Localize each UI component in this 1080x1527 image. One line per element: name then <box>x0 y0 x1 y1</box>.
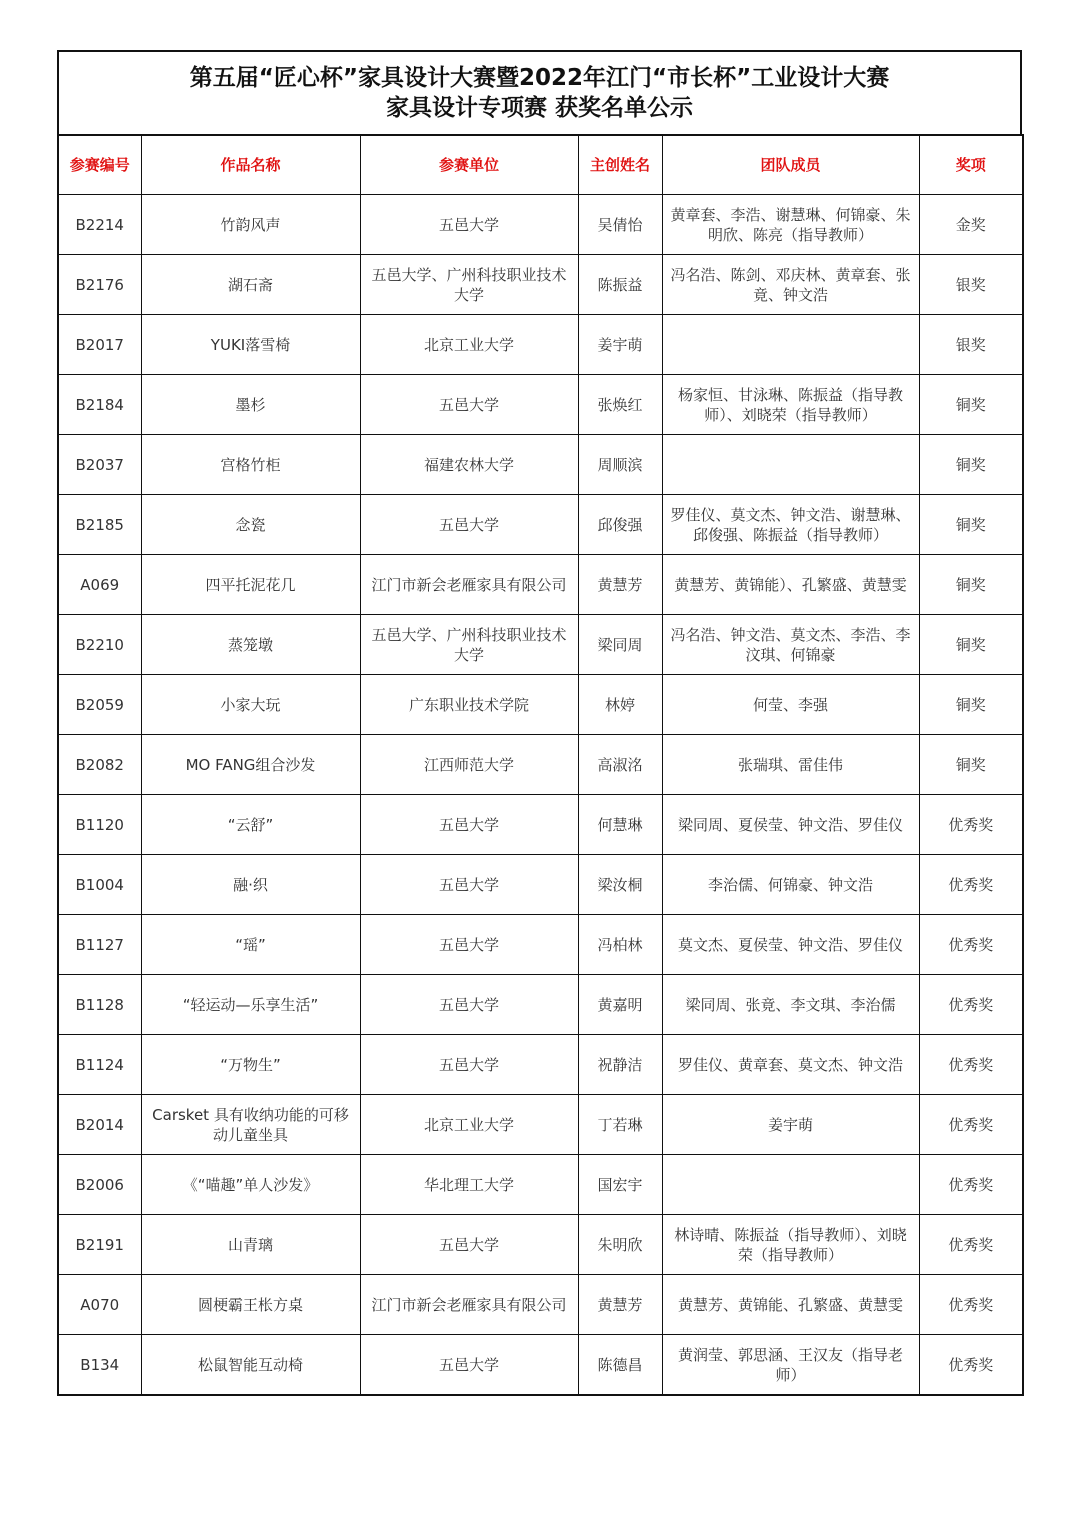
cell-unit: 五邑大学 <box>360 1215 578 1275</box>
cell-work: 四平托泥花几 <box>141 555 360 615</box>
cell-work: “云舒” <box>141 795 360 855</box>
table-row <box>58 375 1023 435</box>
cell-id: B2006 <box>58 1155 141 1215</box>
cell-id: B1004 <box>58 855 141 915</box>
cell-team: 冯名浩、钟文浩、莫文杰、李浩、李汶琪、何锦豪 <box>662 615 919 675</box>
cell-lead: 林婷 <box>578 675 662 735</box>
table-row <box>58 495 1023 555</box>
header-unit: 参赛单位 <box>360 135 578 195</box>
cell-team: 杨家恒、甘泳琳、陈振益（指导教师）、刘晓荣（指导教师） <box>662 375 919 435</box>
table-row <box>58 435 1023 495</box>
cell-award: 铜奖 <box>919 675 1023 735</box>
cell-award: 铜奖 <box>919 735 1023 795</box>
cell-lead: 国宏宇 <box>578 1155 662 1215</box>
table-row <box>58 975 1023 1035</box>
cell-id: B134 <box>58 1335 141 1396</box>
cell-id: B2037 <box>58 435 141 495</box>
cell-lead: 陈振益 <box>578 255 662 315</box>
cell-team: 林诗晴、陈振益（指导教师）、刘晓荣（指导教师） <box>662 1215 919 1275</box>
cell-unit: 五邑大学 <box>360 855 578 915</box>
cell-award: 铜奖 <box>919 555 1023 615</box>
cell-work: 竹韵风声 <box>141 195 360 255</box>
cell-id: B1120 <box>58 795 141 855</box>
cell-team: 黄慧芳、黄锦能、孔繁盛、黄慧雯 <box>662 1275 919 1335</box>
cell-award: 优秀奖 <box>919 1215 1023 1275</box>
table-row <box>58 1035 1023 1095</box>
table-row <box>58 855 1023 915</box>
table-row <box>58 195 1023 255</box>
cell-work: 小家大玩 <box>141 675 360 735</box>
cell-id: B2210 <box>58 615 141 675</box>
cell-id: B2214 <box>58 195 141 255</box>
cell-lead: 姜宇萌 <box>578 315 662 375</box>
cell-award: 优秀奖 <box>919 1335 1023 1396</box>
table-row <box>58 735 1023 795</box>
cell-lead: 陈德昌 <box>578 1335 662 1396</box>
award-list-sheet <box>57 50 1022 1396</box>
cell-unit: 五邑大学、广州科技职业技术大学 <box>360 255 578 315</box>
cell-lead: 周顺滨 <box>578 435 662 495</box>
cell-unit: 五邑大学 <box>360 795 578 855</box>
cell-lead: 吴倩怡 <box>578 195 662 255</box>
cell-unit: 华北理工大学 <box>360 1155 578 1215</box>
table-row <box>58 1335 1023 1396</box>
table-row <box>58 1095 1023 1155</box>
cell-id: B2082 <box>58 735 141 795</box>
cell-id: B1127 <box>58 915 141 975</box>
cell-work: “万物生” <box>141 1035 360 1095</box>
header-award: 奖项 <box>919 135 1023 195</box>
cell-unit: 五邑大学 <box>360 195 578 255</box>
cell-work: 蒸笼墩 <box>141 615 360 675</box>
table-row <box>58 1155 1023 1215</box>
cell-unit: 五邑大学 <box>360 495 578 555</box>
cell-work: 松鼠智能互动椅 <box>141 1335 360 1396</box>
cell-team: 莫文杰、夏侯莹、钟文浩、罗佳仪 <box>662 915 919 975</box>
cell-lead: 高淑洺 <box>578 735 662 795</box>
cell-team: 姜宇萌 <box>662 1095 919 1155</box>
cell-id: B2017 <box>58 315 141 375</box>
cell-work: Carsket 具有收纳功能的可移动儿童坐具 <box>141 1095 360 1155</box>
header-work: 作品名称 <box>141 135 360 195</box>
title-box <box>57 50 1022 134</box>
cell-lead: 丁若琳 <box>578 1095 662 1155</box>
cell-work: “瑶” <box>141 915 360 975</box>
cell-work: 《“喵趣”单人沙发》 <box>141 1155 360 1215</box>
cell-work: 宫格竹柜 <box>141 435 360 495</box>
cell-work: 融·织 <box>141 855 360 915</box>
cell-work: YUKI落雪椅 <box>141 315 360 375</box>
cell-unit: 五邑大学 <box>360 1035 578 1095</box>
cell-award: 铜奖 <box>919 495 1023 555</box>
cell-work: 墨杉 <box>141 375 360 435</box>
table-row <box>58 315 1023 375</box>
cell-team: 罗佳仪、黄章套、莫文杰、钟文浩 <box>662 1035 919 1095</box>
cell-team: 何莹、李强 <box>662 675 919 735</box>
cell-id: B1124 <box>58 1035 141 1095</box>
cell-unit: 江门市新会老雁家具有限公司 <box>360 555 578 615</box>
table-row <box>58 255 1023 315</box>
cell-award: 优秀奖 <box>919 795 1023 855</box>
cell-award: 金奖 <box>919 195 1023 255</box>
cell-work: 山青璃 <box>141 1215 360 1275</box>
cell-id: A069 <box>58 555 141 615</box>
cell-award: 银奖 <box>919 255 1023 315</box>
cell-id: B2185 <box>58 495 141 555</box>
cell-work: 念瓷 <box>141 495 360 555</box>
cell-id: B2176 <box>58 255 141 315</box>
cell-lead: 祝静洁 <box>578 1035 662 1095</box>
page-subtitle: 家具设计专项赛 获奖名单公示 <box>385 95 693 121</box>
cell-lead: 黄慧芳 <box>578 1275 662 1335</box>
cell-work: “轻运动—乐享生活” <box>141 975 360 1035</box>
table-row <box>58 915 1023 975</box>
cell-unit: 江西师范大学 <box>360 735 578 795</box>
cell-award: 优秀奖 <box>919 1095 1023 1155</box>
cell-id: B2191 <box>58 1215 141 1275</box>
cell-award: 铜奖 <box>919 435 1023 495</box>
cell-team: 李治儒、何锦豪、钟文浩 <box>662 855 919 915</box>
cell-id: B1128 <box>58 975 141 1035</box>
cell-unit: 五邑大学 <box>360 975 578 1035</box>
cell-team: 梁同周、夏侯莹、钟文浩、罗佳仪 <box>662 795 919 855</box>
cell-unit: 北京工业大学 <box>360 1095 578 1155</box>
cell-team: 冯名浩、陈剑、邓庆林、黄章套、张竟、钟文浩 <box>662 255 919 315</box>
cell-id: A070 <box>58 1275 141 1335</box>
cell-team <box>662 315 919 375</box>
cell-unit: 五邑大学 <box>360 1335 578 1396</box>
header-team: 团队成员 <box>662 135 919 195</box>
cell-work: 湖石斋 <box>141 255 360 315</box>
header-lead: 主创姓名 <box>578 135 662 195</box>
cell-id: B2014 <box>58 1095 141 1155</box>
table-row <box>58 555 1023 615</box>
cell-award: 铜奖 <box>919 375 1023 435</box>
cell-lead: 冯柏林 <box>578 915 662 975</box>
cell-unit: 五邑大学 <box>360 915 578 975</box>
table-row <box>58 675 1023 735</box>
cell-team: 罗佳仪、莫文杰、钟文浩、谢慧琳、邱俊强、陈振益（指导教师） <box>662 495 919 555</box>
table-row <box>58 1275 1023 1335</box>
table-row <box>58 795 1023 855</box>
cell-lead: 张焕红 <box>578 375 662 435</box>
cell-lead: 邱俊强 <box>578 495 662 555</box>
cell-team: 张瑞琪、雷佳伟 <box>662 735 919 795</box>
cell-award: 铜奖 <box>919 615 1023 675</box>
awards-table <box>57 134 1024 1396</box>
cell-lead: 梁同周 <box>578 615 662 675</box>
cell-lead: 梁汝桐 <box>578 855 662 915</box>
cell-unit: 五邑大学 <box>360 375 578 435</box>
cell-award: 优秀奖 <box>919 1155 1023 1215</box>
cell-award: 优秀奖 <box>919 855 1023 915</box>
table-row <box>58 1215 1023 1275</box>
cell-unit: 北京工业大学 <box>360 315 578 375</box>
page-title: 第五届“匠心杯”家具设计大赛暨2022年江门“市长杯”工业设计大赛 <box>189 65 890 91</box>
cell-unit: 五邑大学、广州科技职业技术大学 <box>360 615 578 675</box>
cell-award: 优秀奖 <box>919 1035 1023 1095</box>
cell-lead: 何慧琳 <box>578 795 662 855</box>
cell-unit: 福建农林大学 <box>360 435 578 495</box>
cell-unit: 江门市新会老雁家具有限公司 <box>360 1275 578 1335</box>
cell-award: 优秀奖 <box>919 975 1023 1035</box>
cell-award: 优秀奖 <box>919 1275 1023 1335</box>
cell-lead: 朱明欣 <box>578 1215 662 1275</box>
cell-team: 黄润莹、郭思涵、王汉友（指导老师） <box>662 1335 919 1396</box>
cell-team: 梁同周、张竟、李文琪、李治儒 <box>662 975 919 1035</box>
table-header-row <box>58 135 1023 195</box>
cell-unit: 广东职业技术学院 <box>360 675 578 735</box>
cell-id: B2184 <box>58 375 141 435</box>
cell-award: 优秀奖 <box>919 915 1023 975</box>
table-row <box>58 615 1023 675</box>
cell-team: 黄慧芳、黄锦能）、孔繁盛、黄慧雯 <box>662 555 919 615</box>
cell-lead: 黄慧芳 <box>578 555 662 615</box>
cell-lead: 黄嘉明 <box>578 975 662 1035</box>
cell-team <box>662 435 919 495</box>
cell-award: 银奖 <box>919 315 1023 375</box>
cell-team: 黄章套、李浩、谢慧琳、何锦豪、朱明欣、陈亮（指导教师） <box>662 195 919 255</box>
cell-team <box>662 1155 919 1215</box>
header-id: 参赛编号 <box>58 135 141 195</box>
cell-work: 圆梗霸王枨方桌 <box>141 1275 360 1335</box>
table-body <box>58 195 1023 1396</box>
cell-work: MO FANG组合沙发 <box>141 735 360 795</box>
cell-id: B2059 <box>58 675 141 735</box>
